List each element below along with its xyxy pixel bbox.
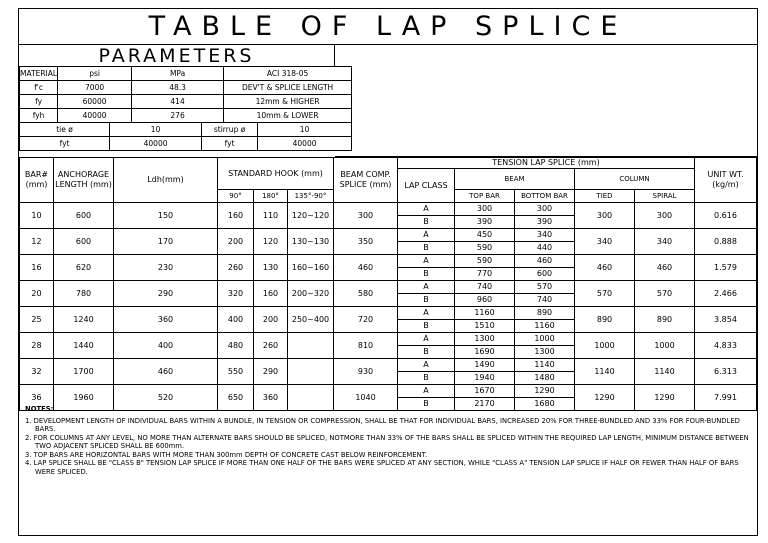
mpa-value: 276 (132, 109, 224, 123)
top-bar-cell: 960 (455, 294, 515, 307)
ldh-cell: 360 (114, 307, 218, 333)
bottom-bar-cell: 300 (515, 203, 575, 216)
size-note: 12mm & HIGHER (224, 95, 352, 109)
bottom-bar-cell: 340 (515, 229, 575, 242)
material-header: MATERIAL (20, 67, 58, 81)
lap-class-header: LAP CLASS (398, 169, 455, 203)
bottom-bar-cell: 740 (515, 294, 575, 307)
standard-hook-header: STANDARD HOOK (mm) (218, 158, 334, 190)
beam-comp-cell: 810 (334, 333, 398, 359)
hook-135-header: 135°-90° (288, 190, 334, 203)
tied-cell: 340 (575, 229, 635, 255)
hook-90-cell: 650 (218, 385, 254, 411)
bottom-bar-cell: 440 (515, 242, 575, 255)
anchorage-cell: 1440 (54, 333, 114, 359)
top-bar-cell: 770 (455, 268, 515, 281)
tension-lap-header: TENSION LAP SPLICE (mm) (398, 158, 695, 169)
lap-class-a: A (398, 359, 455, 372)
unit-weight-cell: 3.854 (695, 307, 757, 333)
unit-weight-cell: 0.616 (695, 203, 757, 229)
mpa-header: MPa (132, 67, 224, 81)
top-bar-cell: 1670 (455, 385, 515, 398)
hook-180-cell: 200 (254, 307, 288, 333)
tie-value: 10 (110, 123, 202, 137)
bottom-bar-cell: 890 (515, 307, 575, 320)
lap-class-a: A (398, 307, 455, 320)
tied-cell: 460 (575, 255, 635, 281)
bottom-bar-cell: 570 (515, 281, 575, 294)
tied-header: TIED (575, 190, 635, 203)
top-bar-cell: 1510 (455, 320, 515, 333)
fyt-value: 40000 (258, 137, 352, 151)
parameters-title: PARAMETERS (19, 45, 335, 67)
lap-class-a: A (398, 385, 455, 398)
top-bar-header: TOP BAR (455, 190, 515, 203)
hook-90-cell: 160 (218, 203, 254, 229)
lap-class-a: A (398, 255, 455, 268)
spiral-cell: 460 (635, 255, 695, 281)
ldh-cell: 520 (114, 385, 218, 411)
lap-class-a: A (398, 281, 455, 294)
hook-180-header: 180° (254, 190, 288, 203)
beam-comp-cell: 350 (334, 229, 398, 255)
bar-size-cell: 25 (20, 307, 54, 333)
bottom-bar-cell: 1000 (515, 333, 575, 346)
beam-header: BEAM (455, 169, 575, 190)
top-bar-cell: 2170 (455, 398, 515, 411)
hook-135-cell: 120~120 (288, 203, 334, 229)
anchorage-cell: 620 (54, 255, 114, 281)
bottom-bar-cell: 1300 (515, 346, 575, 359)
size-note: 10mm & LOWER (224, 109, 352, 123)
anchorage-header: ANCHORAGE LENGTH (mm) (54, 158, 114, 203)
hook-90-cell: 550 (218, 359, 254, 385)
hook-180-cell: 260 (254, 333, 288, 359)
unit-weight-cell: 7.991 (695, 385, 757, 411)
material-label: f'c (20, 81, 58, 95)
bar-size-cell: 32 (20, 359, 54, 385)
table-row (20, 333, 757, 346)
ldh-cell: 230 (114, 255, 218, 281)
lap-class-b: B (398, 242, 455, 255)
psi-value: 40000 (58, 109, 132, 123)
bar-header: BAR# (mm) (20, 158, 54, 203)
beam-comp-header: BEAM COMP. SPLICE (mm) (334, 158, 398, 203)
beam-comp-cell: 930 (334, 359, 398, 385)
top-bar-cell: 590 (455, 255, 515, 268)
code-sub-label: DEV'T & SPLICE LENGTH (224, 81, 352, 95)
bar-size-cell: 20 (20, 281, 54, 307)
table-row (20, 203, 757, 216)
parameters-blank-area (335, 45, 757, 157)
lap-class-b: B (398, 346, 455, 359)
hook-135-cell: 250~400 (288, 307, 334, 333)
lap-class-b: B (398, 320, 455, 333)
note-item: 2. FOR COLUMNS AT ANY LEVEL, NO MORE THAN ALTERNATE BARS SHOULD BE SPLICED, NOTMORE THAN 33% OF THE BARS SHALL BE SPLICED WITHIN THE REQUIRED LAP LENGTH, MINIMUM DISTANCE BETWEEN TWO ADJACENT SPLICED SHALL BE 600mm. (25, 433, 749, 450)
bottom-bar-cell: 600 (515, 268, 575, 281)
hook-180-cell: 110 (254, 203, 288, 229)
beam-comp-cell: 1040 (334, 385, 398, 411)
drawing-sheet (18, 8, 758, 536)
table-row (20, 255, 757, 268)
lap-class-b: B (398, 268, 455, 281)
spiral-cell: 340 (635, 229, 695, 255)
hook-135-cell (288, 333, 334, 359)
material-label: fy (20, 95, 58, 109)
hook-180-cell: 360 (254, 385, 288, 411)
hook-180-cell: 290 (254, 359, 288, 385)
lap-class-a: A (398, 333, 455, 346)
unit-weight-cell: 0.888 (695, 229, 757, 255)
top-bar-cell: 740 (455, 281, 515, 294)
unit-weight-header: UNIT WT. (kg/m) (695, 158, 757, 203)
table-row (20, 359, 757, 372)
fyt-label: fyt (202, 137, 258, 151)
lap-class-b: B (398, 398, 455, 411)
bottom-bar-cell: 460 (515, 255, 575, 268)
stirrup-label: stirrup ø (202, 123, 258, 137)
lap-class-a: A (398, 203, 455, 216)
hook-90-cell: 400 (218, 307, 254, 333)
mpa-value: 48.3 (132, 81, 224, 95)
top-bar-cell: 1300 (455, 333, 515, 346)
hook-135-cell: 130~130 (288, 229, 334, 255)
spiral-cell: 1000 (635, 333, 695, 359)
hook-135-cell (288, 359, 334, 385)
spiral-header: SPIRAL (635, 190, 695, 203)
bar-size-cell: 36 (20, 385, 54, 411)
unit-weight-cell: 1.579 (695, 255, 757, 281)
ldh-cell: 150 (114, 203, 218, 229)
hook-180-cell: 130 (254, 255, 288, 281)
table-row (20, 307, 757, 320)
tie-label: tie ø (20, 123, 110, 137)
ldh-cell: 170 (114, 229, 218, 255)
lap-class-b: B (398, 216, 455, 229)
anchorage-cell: 1960 (54, 385, 114, 411)
tied-cell: 890 (575, 307, 635, 333)
hook-135-cell: 200~320 (288, 281, 334, 307)
top-bar-cell: 1160 (455, 307, 515, 320)
psi-header: psi (58, 67, 132, 81)
tied-cell: 570 (575, 281, 635, 307)
lap-splice-table (19, 157, 757, 411)
note-item: 1. DEVELOPMENT LENGTH OF INDIVIDUAL BARS WITHIN A BUNDLE, IN TENSION OR COMPRESSION, SHALL BE THAT FOR INDIVIDUAL BARS, INCREASED 20% FOR THREE-BUNDLED AND 33% FOR FOUR-BUNDLED BARS. (25, 416, 740, 433)
bar-size-cell: 12 (20, 229, 54, 255)
hook-90-cell: 480 (218, 333, 254, 359)
tied-cell: 300 (575, 203, 635, 229)
spiral-cell: 1140 (635, 359, 695, 385)
bottom-bar-header: BOTTOM BAR (515, 190, 575, 203)
top-bar-cell: 450 (455, 229, 515, 242)
table-row (20, 385, 757, 398)
page-title: TABLE OF LAP SPLICE (19, 9, 757, 45)
top-bar-cell: 1690 (455, 346, 515, 359)
tied-cell: 1290 (575, 385, 635, 411)
tied-cell: 1140 (575, 359, 635, 385)
beam-comp-cell: 300 (334, 203, 398, 229)
bottom-bar-cell: 1680 (515, 398, 575, 411)
anchorage-cell: 780 (54, 281, 114, 307)
unit-weight-cell: 4.833 (695, 333, 757, 359)
top-bar-cell: 390 (455, 216, 515, 229)
fyt-label: fyt (20, 137, 110, 151)
bottom-bar-cell: 1160 (515, 320, 575, 333)
tied-cell: 1000 (575, 333, 635, 359)
psi-value: 60000 (58, 95, 132, 109)
beam-comp-cell: 720 (334, 307, 398, 333)
hook-180-cell: 120 (254, 229, 288, 255)
hook-90-cell: 320 (218, 281, 254, 307)
unit-weight-cell: 2.466 (695, 281, 757, 307)
bar-size-cell: 10 (20, 203, 54, 229)
top-bar-cell: 1490 (455, 359, 515, 372)
stirrup-value: 10 (258, 123, 352, 137)
hook-90-header: 90° (218, 190, 254, 203)
hook-90-cell: 260 (218, 255, 254, 281)
material-label: fyh (20, 109, 58, 123)
column-header: COLUMN (575, 169, 695, 190)
unit-weight-cell: 6.313 (695, 359, 757, 385)
spiral-cell: 570 (635, 281, 695, 307)
psi-value: 7000 (58, 81, 132, 95)
bottom-bar-cell: 1480 (515, 372, 575, 385)
hook-180-cell: 160 (254, 281, 288, 307)
spiral-cell: 300 (635, 203, 695, 229)
top-bar-cell: 300 (455, 203, 515, 216)
notes-section (19, 401, 757, 480)
anchorage-cell: 1700 (54, 359, 114, 385)
top-bar-cell: 1940 (455, 372, 515, 385)
ldh-header: Ldh(mm) (114, 158, 218, 203)
bottom-bar-cell: 1140 (515, 359, 575, 372)
table-row (20, 229, 757, 242)
spiral-cell: 890 (635, 307, 695, 333)
lap-class-b: B (398, 294, 455, 307)
table-row (20, 281, 757, 294)
fyt-value: 40000 (110, 137, 202, 151)
bar-size-cell: 16 (20, 255, 54, 281)
beam-comp-cell: 460 (334, 255, 398, 281)
anchorage-cell: 600 (54, 229, 114, 255)
bar-size-cell: 28 (20, 333, 54, 359)
note-item: 4. LAP SPLICE SHALL BE "CLASS B" TENSION LAP SPLICE IF MORE THAN ONE HALF OF THE BARS WERE SPLICED AT ANY SECTION, WHILE "CLASS A" TENSION LAP SPLICE IF HALF OR FEWER THAN HALF OF BARS WERE SPLICED. (25, 459, 739, 476)
code-label: ACI 318-05 (224, 67, 352, 81)
parameters-table (19, 66, 352, 151)
bottom-bar-cell: 1290 (515, 385, 575, 398)
note-item: 3. TOP BARS ARE HORIZONTAL BARS WITH MORE THAN 300mm DEPTH OF CONCRETE CAST BELOW REINFORCEMENT. (25, 450, 428, 459)
anchorage-cell: 600 (54, 203, 114, 229)
notes-heading: NOTES: (25, 405, 54, 413)
lap-class-b: B (398, 372, 455, 385)
ldh-cell: 290 (114, 281, 218, 307)
hook-90-cell: 200 (218, 229, 254, 255)
bottom-bar-cell: 390 (515, 216, 575, 229)
ldh-cell: 400 (114, 333, 218, 359)
spiral-cell: 1290 (635, 385, 695, 411)
hook-135-cell: 160~160 (288, 255, 334, 281)
anchorage-cell: 1240 (54, 307, 114, 333)
mpa-value: 414 (132, 95, 224, 109)
beam-comp-cell: 580 (334, 281, 398, 307)
ldh-cell: 460 (114, 359, 218, 385)
top-bar-cell: 590 (455, 242, 515, 255)
lap-class-a: A (398, 229, 455, 242)
